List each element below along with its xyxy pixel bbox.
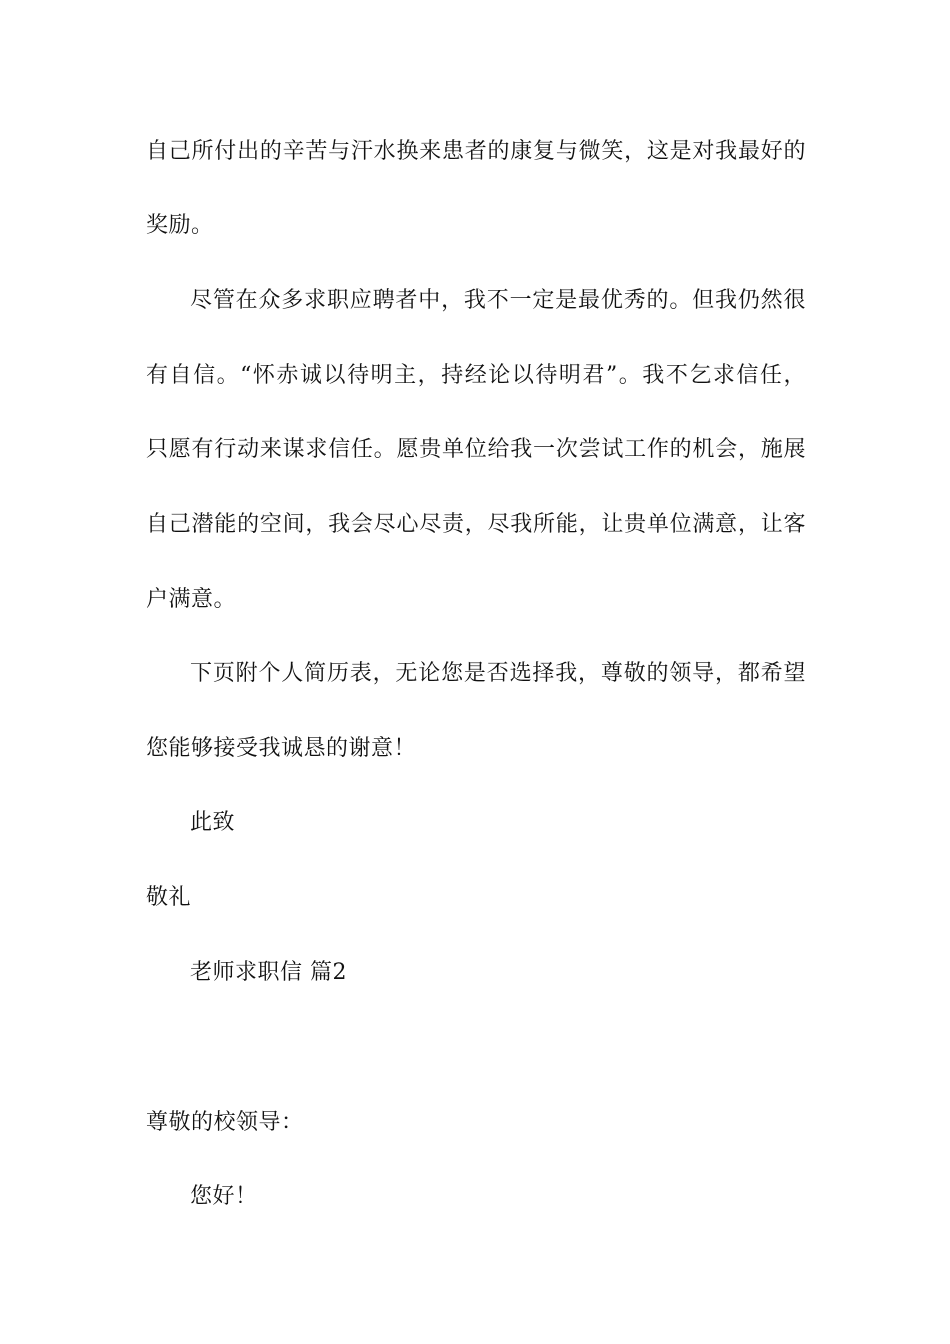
section-title: 老师求职信 篇2 xyxy=(190,960,347,985)
greeting-addressee: 尊敬的校领导： xyxy=(146,1110,304,1135)
paragraph-line: 奖励。 xyxy=(146,213,214,238)
paragraph-line: 户满意。 xyxy=(146,587,237,612)
paragraph-line: 自己潜能的空间，我会尽心尽责，尽我所能，让贵单位满意，让客 xyxy=(146,512,806,537)
greeting: 您好！ xyxy=(190,1184,258,1209)
paragraph-line: 尽管在众多求职应聘者中，我不一定是最优秀的。但我仍然很 xyxy=(190,288,806,313)
closing-regards: 敬礼 xyxy=(146,885,192,910)
paragraph-line: 自己所付出的辛苦与汗水换来患者的康复与微笑，这是对我最好的 xyxy=(146,139,806,164)
closing-salutation: 此致 xyxy=(190,810,236,835)
paragraph-line: 有自信。“怀赤诚以待明主，持经论以待明君”。我不乞求信任， xyxy=(146,363,806,388)
paragraph-line: 只愿有行动来谋求信任。愿贵单位给我一次尝试工作的机会，施展 xyxy=(146,437,806,462)
paragraph-line: 您能够接受我诚恳的谢意！ xyxy=(146,736,417,761)
paragraph-line: 下页附个人简历表，无论您是否选择我，尊敬的领导，都希望 xyxy=(190,661,806,686)
